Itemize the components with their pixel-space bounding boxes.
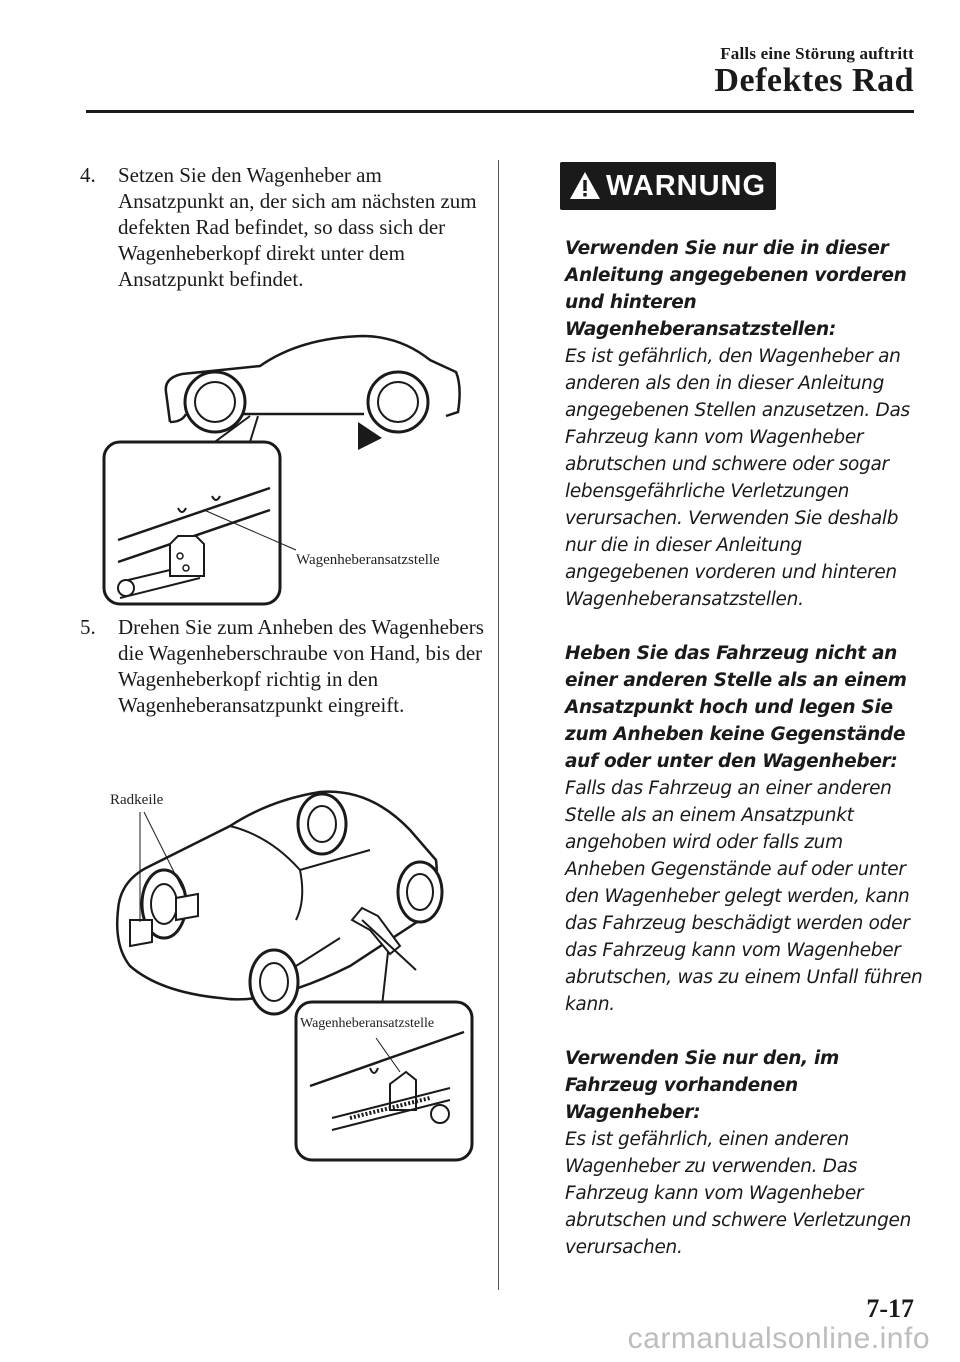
warning-heading: Verwenden Sie nur den, im Fahrzeug vorhandenen Wagenheber: — [565, 1048, 839, 1123]
jack-point-side-figure — [100, 330, 490, 610]
header-divider — [86, 110, 914, 113]
car-perspective-illustration — [100, 770, 480, 1170]
step-text: Setzen Sie den Wagenheber am Ansatzpunkt an, der sich am nächsten zum defekten Rad befindet, so dass sich der Wagenheberkopf direkt unter dem Ansatzpunkt befindet. — [118, 163, 477, 291]
column-divider — [498, 160, 499, 1290]
warning-heading: Verwenden Sie nur die in dieser Anleitung angegebenen vorderen und hinteren Wagenheberansatzstellen: — [565, 238, 907, 340]
step-5 — [80, 614, 490, 718]
step-number: 4. — [80, 163, 96, 187]
step-4 — [80, 162, 490, 292]
watermark-site: carmanualsonline.info — [627, 1322, 930, 1355]
warning-body: Es ist gefährlich, einen anderen Wagenheber zu verwenden. Das Fahrzeug kann vom Wagenheber abrutschen und schwere Verletzungen verursachen. — [565, 1129, 912, 1258]
warning-text — [565, 235, 927, 1288]
warning-block-1 — [565, 235, 927, 613]
jack-lifting-figure — [100, 770, 480, 1170]
step-number: 5. — [80, 615, 96, 639]
page-title: Defektes Rad — [714, 62, 914, 99]
warning-label: WARNUNG — [606, 169, 767, 202]
page-number: 7-17 — [866, 1294, 914, 1323]
warning-block-3 — [565, 1045, 927, 1261]
section-title: Falls eine Störung auftritt — [720, 44, 914, 63]
warning-heading: Heben Sie das Fahrzeug nicht an einer anderen Stelle als an einem Ansatzpunkt hoch und legen Sie zum Anheben keine Gegenstände auf oder unter den Wagenheber: — [565, 643, 907, 772]
step-text: Drehen Sie zum Anheben des Wagenhebers die Wagenheberschraube von Hand, bis der Wagenheberkopf richtig in den Wagenheberansatzpunkt eingreift. — [118, 615, 484, 717]
warning-block-2 — [565, 640, 927, 1018]
warning-triangle-icon — [568, 169, 602, 203]
wheel-chocks-label: Radkeile — [110, 792, 164, 808]
warning-body: Falls das Fahrzeug an einer anderen Stelle als an einem Ansatzpunkt angehoben wird oder falls zum Anheben Gegenstände auf oder unter den Wagenheber gelegt werden, kann das Fahrzeug beschädigt werden oder das Fahrzeug kann vom Wagenheber abrutschen, was zu einem Unfall führen kann. — [565, 778, 923, 1015]
jack-point-label: Wagenheberansatzstelle — [296, 552, 440, 568]
jack-point-label: Wagenheberansatzstelle — [300, 1016, 435, 1031]
warning-badge — [560, 162, 776, 210]
warning-body: Es ist gefährlich, den Wagenheber an anderen als den in dieser Anleitung angegebenen Stellen anzusetzen. Das Fahrzeug kann vom Wagenheber abrutschen und schwere oder sogar lebensgefährliche Verletzungen verursachen. Verwenden Sie deshalb nur die in dieser Anleitung angegebenen vorderen und hinteren Wagenheberansatzstellen. — [565, 346, 910, 610]
